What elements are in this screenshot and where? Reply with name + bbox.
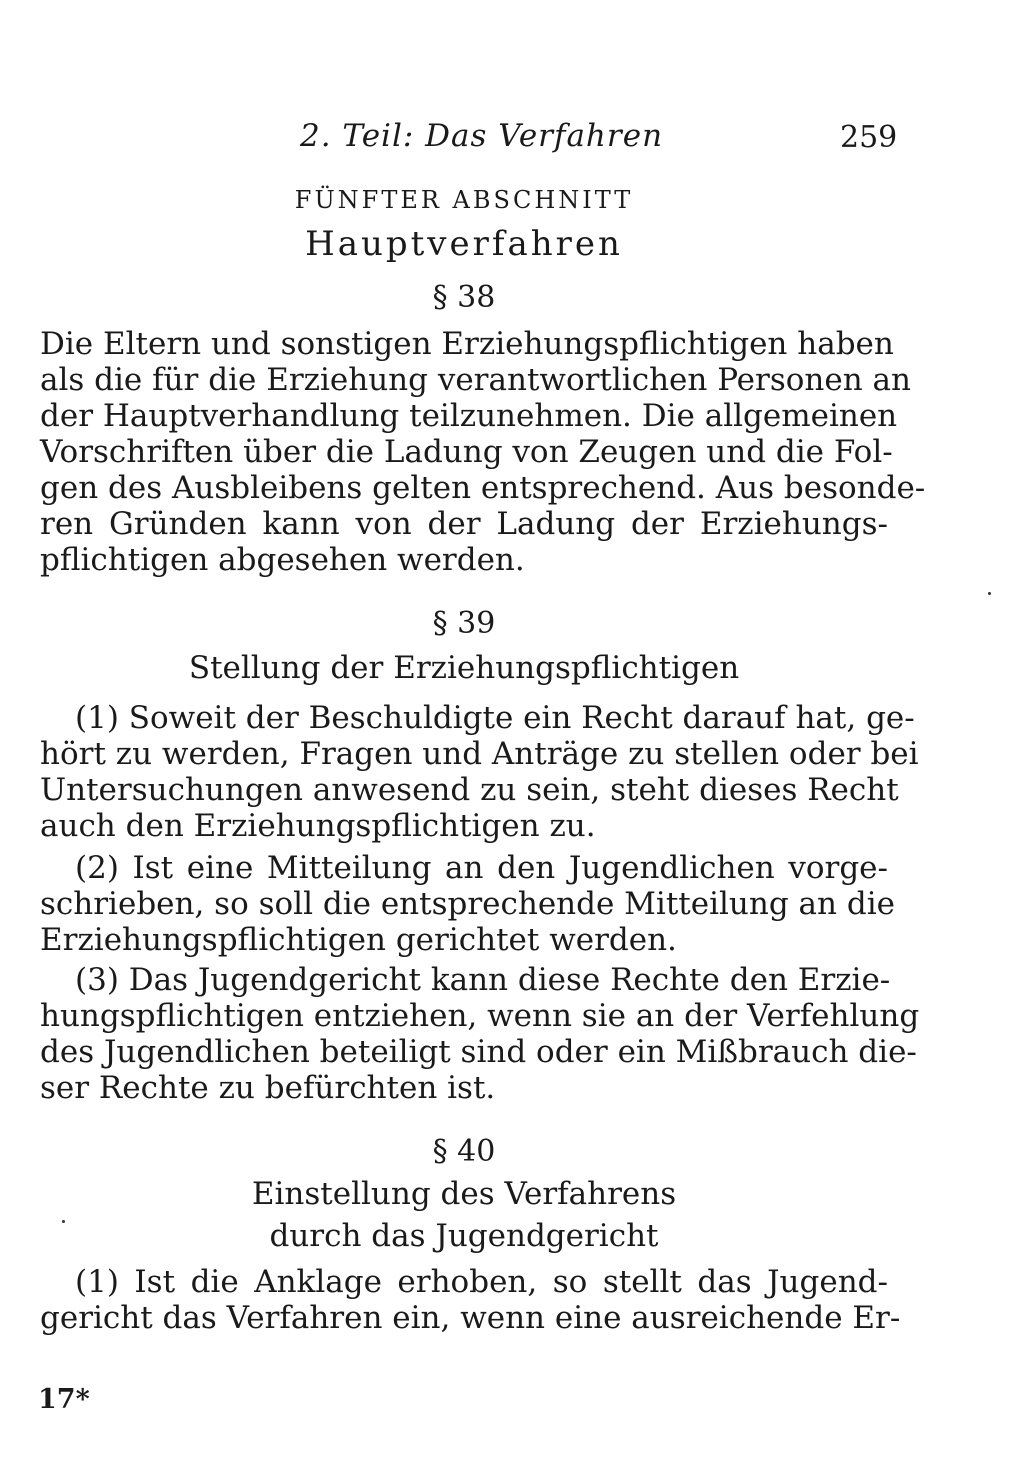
print-speck [62,1220,65,1223]
text-line: hungspflichtigen entziehen, wenn sie an der Verfehlung [40,998,920,1034]
paragraph-40-title-line-1: Einstellung des Verfahrens [251,1176,677,1212]
text-line: pflichtigen abgesehen werden. [40,542,525,578]
text-line: (1) Soweit der Beschuldigte ein Recht darauf hat, ge- [75,700,915,736]
paragraph-39-title: Stellung der Erziehungspflichtigen [188,650,740,686]
text-line: Erziehungspflichtigen gerichtet werden. [40,922,677,958]
text-line: ren Gründen kann von der Ladung der Erziehungs- [40,506,888,542]
text-line: Vorschriften über die Ladung von Zeugen und die Fol- [40,434,893,470]
text-line: Untersuchungen anwesend zu sein, steht dieses Recht [40,772,899,808]
text-line: gen des Ausbleibens gelten entsprechend. Aus besonde- [40,470,926,506]
printer-signature: 17* [38,1384,90,1415]
section-title: Hauptverfahren [305,224,623,264]
print-speck [988,592,991,595]
text-line: der Hauptverhandlung teilzunehmen. Die allgemeinen [40,398,898,434]
text-line: hört zu werden, Fragen und Anträge zu stellen oder bei [40,736,919,772]
paragraph-40-number: § 40 [432,1134,496,1169]
text-line: gericht das Verfahren ein, wenn eine ausreichende Er- [40,1300,901,1336]
paragraph-40-title-line-2: durch das Jugendgericht [269,1218,659,1254]
running-head: 2. Teil: Das Verfahren [300,118,664,154]
text-line: Die Eltern und sonstigen Erziehungspflichtigen haben [40,326,894,362]
text-line: auch den Erziehungspflichtigen zu. [40,808,596,844]
text-line: des Jugendlichen beteiligt sind oder ein Mißbrauch die- [40,1034,917,1070]
text-line: (3) Das Jugendgericht kann diese Rechte den Erzie- [75,962,891,998]
section-label: FÜNFTER ABSCHNITT [294,186,634,214]
text-line: (2) Ist eine Mitteilung an den Jugendlichen vorge- [75,850,888,886]
paragraph-39-number: § 39 [432,606,496,641]
text-line: (1) Ist die Anklage erhoben, so stellt das Jugend- [75,1264,888,1300]
text-line: schrieben, so soll die entsprechende Mitteilung an die [40,886,895,922]
paragraph-38-number: § 38 [432,280,496,315]
page-number: 259 [840,120,898,155]
text-line: ser Rechte zu befürchten ist. [40,1070,496,1106]
text-line: als die für die Erziehung verantwortlichen Personen an [40,362,911,398]
